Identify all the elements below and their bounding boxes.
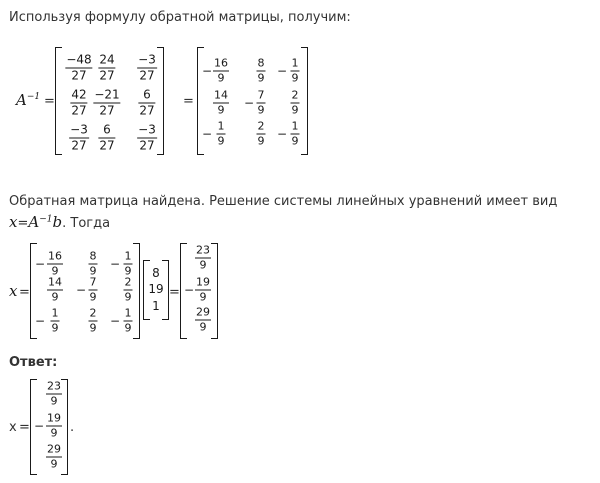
m1-cell-1-2-numerator: 6 xyxy=(143,87,151,102)
m1-cell-1-1 xyxy=(93,89,120,118)
formula-x: x xyxy=(9,213,18,231)
matrix1-right-bracket xyxy=(157,47,164,155)
m1-cell-1-2 xyxy=(138,89,155,118)
m3-cell-2-2-numerator: 1 xyxy=(124,306,132,320)
vector-b-entry-1: 19 xyxy=(148,282,164,296)
answer-entry-1-denominator: 9 xyxy=(50,426,58,440)
m3-cell-0-1-numerator: 8 xyxy=(89,249,97,263)
result-entry-2-numerator: 29 xyxy=(196,305,210,319)
formula-superscript: −1 xyxy=(39,214,53,225)
m3-cell-0-2-numerator: 1 xyxy=(124,249,132,263)
then-text: . Тогда xyxy=(62,216,111,231)
m2-cell-0-2-denominator: 9 xyxy=(291,71,299,85)
inverse-matrix-label xyxy=(16,91,40,109)
intro-text: Используя формулу обратной матрицы, получим: xyxy=(9,10,351,25)
m2-cell-2-2-numerator: 1 xyxy=(291,119,299,133)
m3-cell-1-1 xyxy=(89,277,98,304)
answer-period: . xyxy=(70,420,75,435)
m3-cell-1-0 xyxy=(47,277,63,304)
answer-right-bracket xyxy=(61,379,68,475)
answer-entry-2-denominator: 9 xyxy=(50,457,58,471)
m2-cell-0-2-numerator: 1 xyxy=(291,56,299,70)
m1-cell-1-0 xyxy=(70,89,87,118)
m2-cell-1-1 xyxy=(257,90,266,117)
m3-cell-2-2 xyxy=(124,308,133,335)
m1-cell-1-1-numerator: −21 xyxy=(94,87,120,102)
m2-cell-2-1 xyxy=(257,121,266,148)
result-right-bracket xyxy=(211,243,218,339)
m2-cell-2-2 xyxy=(291,121,300,148)
m1-cell-0-0 xyxy=(65,54,92,83)
m2-sign-0-2: − xyxy=(277,64,288,78)
result-entry-1-numerator: 19 xyxy=(196,275,210,289)
answer-sign-1: − xyxy=(34,419,45,433)
m3-sign-2-0: − xyxy=(35,314,46,328)
m1-cell-2-0-numerator: −3 xyxy=(70,122,88,137)
matrix2-right-bracket xyxy=(301,47,308,155)
m1-cell-2-2-numerator: −3 xyxy=(138,122,156,137)
m3-cell-0-1-denominator: 9 xyxy=(89,264,97,278)
result-entry-0-numerator: 23 xyxy=(196,243,210,257)
m2-cell-2-0-numerator: 1 xyxy=(217,119,225,133)
m3-sign-0-0: − xyxy=(35,257,46,271)
m1-cell-1-0-numerator: 42 xyxy=(71,87,87,102)
m3-cell-2-0-denominator: 9 xyxy=(51,321,59,335)
m3-cell-0-0-numerator: 16 xyxy=(48,249,62,263)
answer-x-label: x xyxy=(9,420,17,435)
m3-cell-1-0-denominator: 9 xyxy=(51,290,59,304)
vector-b-entry-2: 1 xyxy=(152,299,160,313)
answer-entry-2-numerator: 29 xyxy=(47,442,61,456)
m3-cell-2-1 xyxy=(89,308,98,335)
result-entry-0-denominator: 9 xyxy=(199,258,207,272)
m1-cell-2-0 xyxy=(69,124,89,153)
result-entry-0 xyxy=(195,245,211,272)
inverse-superscript: −1 xyxy=(26,92,41,102)
m2-cell-1-2-numerator: 2 xyxy=(291,88,299,102)
m2-sign-1-1: − xyxy=(244,96,255,110)
m1-cell-0-1-denominator: 27 xyxy=(99,68,115,83)
m1-cell-0-2 xyxy=(137,54,157,83)
m3-cell-0-2-denominator: 9 xyxy=(124,264,132,278)
equals-sign-3: = xyxy=(19,285,30,300)
m2-cell-2-0-denominator: 9 xyxy=(217,134,225,148)
m3-cell-1-2-numerator: 2 xyxy=(124,275,132,289)
equals-sign-4: = xyxy=(169,285,180,300)
m2-cell-0-0 xyxy=(213,58,229,85)
equals-sign-5: = xyxy=(19,420,30,435)
m3-cell-2-1-denominator: 9 xyxy=(89,321,97,335)
m1-cell-0-1-numerator: 24 xyxy=(99,52,115,67)
m3-cell-1-1-numerator: 7 xyxy=(89,275,97,289)
m2-cell-0-2 xyxy=(291,58,300,85)
m2-cell-0-1 xyxy=(257,58,266,85)
m2-cell-0-0-numerator: 16 xyxy=(214,56,228,70)
m2-sign-0-0: − xyxy=(202,64,213,78)
m1-cell-0-2-denominator: 27 xyxy=(139,68,155,83)
m1-cell-1-0-denominator: 27 xyxy=(71,103,87,118)
answer-entry-1-numerator: 19 xyxy=(47,411,61,425)
m1-cell-0-0-numerator: −48 xyxy=(66,52,92,67)
result-entry-1-denominator: 9 xyxy=(199,290,207,304)
vector-b-entry-0: 8 xyxy=(152,266,160,280)
m3-cell-1-1-denominator: 9 xyxy=(89,290,97,304)
answer-entry-1 xyxy=(46,413,62,440)
answer-label: Ответ: xyxy=(9,355,58,370)
m3-cell-1-2 xyxy=(124,277,133,304)
m2-cell-1-1-numerator: 7 xyxy=(257,88,265,102)
m2-cell-0-1-denominator: 9 xyxy=(257,71,265,85)
m2-cell-2-2-denominator: 9 xyxy=(291,134,299,148)
m3-cell-0-0 xyxy=(47,251,63,278)
result-sign-1: − xyxy=(184,283,195,297)
m1-cell-2-1 xyxy=(98,124,115,153)
m2-cell-2-1-denominator: 9 xyxy=(257,134,265,148)
m1-cell-2-0-denominator: 27 xyxy=(71,138,87,153)
m1-cell-2-1-denominator: 27 xyxy=(99,138,115,153)
conclusion-text: Обратная матрица найдена. Решение системы линейных уравнений имеет вид xyxy=(9,194,558,209)
m3-cell-0-0-denominator: 9 xyxy=(51,264,59,278)
matrix3-right-bracket xyxy=(133,243,140,339)
m2-cell-1-2-denominator: 9 xyxy=(291,103,299,117)
m1-cell-1-1-denominator: 27 xyxy=(99,103,115,118)
x-label: x xyxy=(9,282,18,300)
m3-sign-0-2: − xyxy=(110,257,121,271)
m2-cell-1-1-denominator: 9 xyxy=(257,103,265,117)
formula-b: b xyxy=(52,213,63,231)
inverse-symbol: A xyxy=(16,91,27,109)
m1-cell-2-2 xyxy=(137,124,157,153)
m1-cell-0-0-denominator: 27 xyxy=(71,68,87,83)
m3-cell-2-0-numerator: 1 xyxy=(51,306,59,320)
m3-sign-2-2: − xyxy=(110,314,121,328)
equals-sign-2: = xyxy=(183,94,194,109)
m2-sign-2-2: − xyxy=(277,127,288,141)
m2-cell-0-0-denominator: 9 xyxy=(217,71,225,85)
m3-sign-1-1: − xyxy=(76,283,87,297)
m3-cell-0-2 xyxy=(124,251,133,278)
answer-entry-0-numerator: 23 xyxy=(47,379,61,393)
m1-cell-1-2-denominator: 27 xyxy=(139,103,155,118)
m2-cell-1-0-numerator: 14 xyxy=(214,88,228,102)
m2-cell-1-2 xyxy=(291,90,300,117)
formula-a: A xyxy=(28,213,40,231)
answer-entry-2 xyxy=(46,444,62,471)
m2-cell-2-0 xyxy=(217,121,226,148)
m3-cell-1-0-numerator: 14 xyxy=(48,275,62,289)
m1-cell-0-1 xyxy=(98,54,115,83)
m2-cell-0-1-numerator: 8 xyxy=(257,56,265,70)
m2-cell-2-1-numerator: 2 xyxy=(257,119,265,133)
m1-cell-2-1-numerator: 6 xyxy=(103,122,111,137)
matrix1-left-bracket xyxy=(55,47,62,155)
result-entry-2-denominator: 9 xyxy=(199,320,207,334)
m2-cell-1-0-denominator: 9 xyxy=(217,103,225,117)
m3-cell-0-1 xyxy=(89,251,98,278)
m3-cell-2-2-denominator: 9 xyxy=(124,321,132,335)
result-entry-1 xyxy=(195,277,211,304)
result-entry-2 xyxy=(195,307,211,334)
m3-cell-2-0 xyxy=(51,308,60,335)
m3-cell-1-2-denominator: 9 xyxy=(124,290,132,304)
m3-cell-2-1-numerator: 2 xyxy=(89,306,97,320)
formula-equals: = xyxy=(17,216,29,231)
m1-cell-0-2-numerator: −3 xyxy=(138,52,156,67)
m1-cell-2-2-denominator: 27 xyxy=(139,138,155,153)
solution-formula xyxy=(9,213,110,231)
m2-cell-1-0 xyxy=(213,90,229,117)
equals-sign-1: = xyxy=(44,94,55,109)
answer-entry-0 xyxy=(46,381,62,408)
m2-sign-2-0: − xyxy=(202,127,213,141)
answer-entry-0-denominator: 9 xyxy=(50,394,58,408)
